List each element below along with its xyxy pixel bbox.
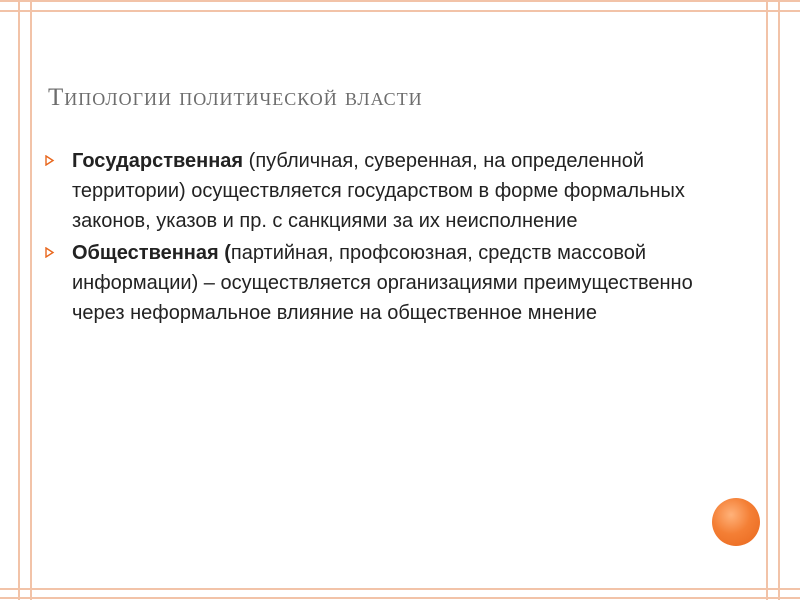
left-border-line-outer: [18, 0, 20, 600]
slide-title: Типологии политической власти: [48, 84, 423, 111]
bullet-term: Государственная: [72, 150, 244, 172]
left-border-line-inner: [30, 0, 32, 600]
bottom-border-line-outer: [0, 597, 800, 599]
top-border-line-outer: [0, 0, 800, 2]
bullet-item-public: [44, 238, 704, 328]
hollow-diamond-bullet-icon: [44, 155, 55, 166]
right-border-line-outer: [778, 0, 780, 600]
orange-circle-icon: [712, 498, 760, 546]
bottom-border-line-inner: [0, 588, 800, 590]
bullet-text: партийная, профсоюзная, средств массовой информации) – осуществляется организациями преимущественно через неформальное влияние на общественное мнение: [72, 242, 693, 324]
top-border-line-inner: [0, 10, 800, 12]
bullet-text: (публичная, суверенная, на определенной территории) осуществляется государством в форме формальных законов, указов и пр. с санкциями за их неисполнение: [72, 150, 685, 232]
bullet-item-state: [44, 146, 704, 236]
bullet-term: Общественная (: [72, 242, 231, 264]
bullet-list: [44, 146, 704, 330]
right-border-line-inner: [766, 0, 768, 600]
hollow-diamond-bullet-icon: [44, 247, 55, 258]
